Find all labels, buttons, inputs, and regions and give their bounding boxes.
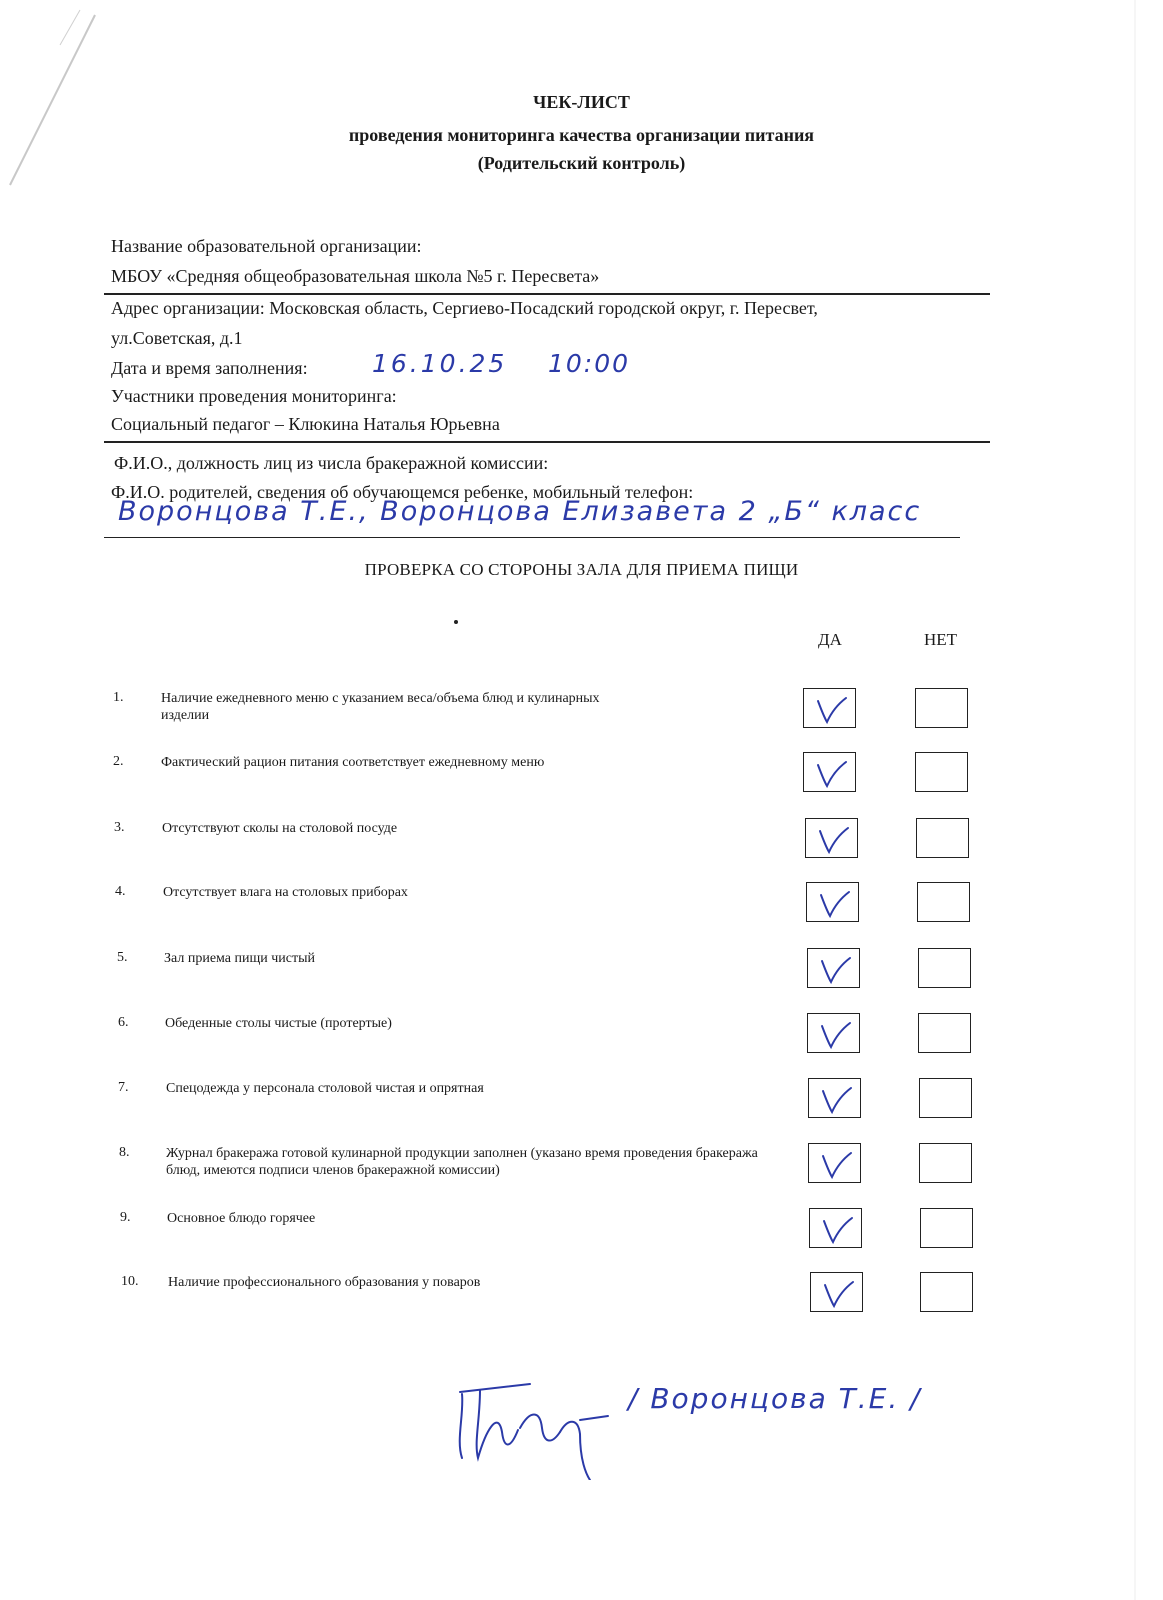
check-mark-icon (816, 825, 850, 855)
checkbox-no[interactable] (915, 752, 968, 792)
item-number: 6. (118, 1015, 129, 1030)
item-text: Основное блюдо горячее (167, 1211, 316, 1226)
handwritten-time: 10:00 (548, 349, 631, 378)
check-mark-icon (814, 695, 848, 725)
document-title: ЧЕК-ЛИСТ (533, 92, 630, 112)
item-number: 1. (113, 690, 124, 705)
item-number: 5. (117, 950, 128, 965)
checkbox-no[interactable] (919, 1143, 972, 1183)
document-subtitle-control: (Родительский контроль) (477, 153, 686, 173)
item-text: Зал приема пищи чистый (164, 951, 316, 966)
parents-label: Ф.И.О. родителей, сведения об обучающемся ребенке, мобильный телефон: (111, 482, 694, 502)
item-number: 3. (114, 820, 125, 835)
checkbox-no[interactable] (920, 1208, 973, 1248)
org-name-label: Название образовательной организации: (111, 236, 422, 256)
check-mark-icon (819, 1085, 853, 1115)
document-subtitle: проведения мониторинга качества организации питания (348, 125, 815, 145)
checkbox-no[interactable] (918, 948, 971, 988)
column-no-header: НЕТ (924, 630, 958, 649)
checkbox-no[interactable] (916, 818, 969, 858)
check-mark-icon (818, 955, 852, 985)
item-number: 8. (119, 1145, 130, 1160)
check-mark-icon (817, 889, 851, 919)
checkbox-yes[interactable] (803, 688, 856, 728)
item-number: 4. (115, 884, 126, 899)
org-name-value: МБОУ «Средняя общеобразовательная школа №5 г. Пересвета» (111, 266, 600, 286)
item-number: 2. (113, 754, 124, 769)
checkbox-yes[interactable] (809, 1208, 862, 1248)
participants-value: Социальный педагог – Клюкина Наталья Юрьевна (111, 414, 500, 434)
item-text: Журнал бракеража готовой кулинарной продукции заполнен (указано время проведения бракеража блюд, имеются подписи членов бракеражной комиссии) (166, 1146, 758, 1178)
section-title: ПРОВЕРКА СО СТОРОНЫ ЗАЛА ДЛЯ ПРИЕМА ПИЩИ (364, 560, 799, 579)
checkbox-yes[interactable] (810, 1272, 863, 1312)
checkbox-yes[interactable] (807, 948, 860, 988)
stray-dot (454, 620, 458, 624)
participants-label: Участники проведения мониторинга: (111, 386, 397, 406)
item-text: Наличие ежедневного меню с указанием веса/объема блюд и кулинарных изделии (161, 691, 600, 723)
item-number: 7. (118, 1080, 129, 1095)
item-text: Обеденные столы чистые (протертые) (165, 1016, 392, 1031)
parents-underline (104, 537, 960, 538)
handwritten-parents-info: Воронцова Т.Е., Воронцова Елизавета 2 „Б“ класс (118, 496, 922, 527)
handwritten-date: 16.10.25 (372, 349, 508, 378)
item-text: Отсутствует влага на столовых приборах (163, 885, 408, 900)
datetime-label: Дата и время заполнения: (111, 358, 308, 378)
checkbox-no[interactable] (915, 688, 968, 728)
org-address-line2: ул.Советская, д.1 (111, 328, 243, 348)
checkbox-no[interactable] (918, 1013, 971, 1053)
check-mark-icon (820, 1215, 854, 1245)
checkbox-yes[interactable] (803, 752, 856, 792)
check-mark-icon (821, 1279, 855, 1309)
check-mark-icon (819, 1150, 853, 1180)
divider (104, 441, 990, 443)
org-address-line1: Адрес организации: Московская область, Сергиево-Посадский городской округ, г. Пересвет, (111, 298, 818, 318)
checkbox-no[interactable] (919, 1078, 972, 1118)
checkbox-no[interactable] (917, 882, 970, 922)
item-text: Отсутствуют сколы на столовой посуде (162, 821, 398, 836)
commission-label: Ф.И.О., должность лиц из числа бракеражной комиссии: (114, 453, 549, 473)
checkbox-no[interactable] (920, 1272, 973, 1312)
signature-name: / Воронцова Т.Е. / (628, 1382, 922, 1415)
item-number: 10. (121, 1274, 139, 1289)
checkbox-yes[interactable] (806, 882, 859, 922)
checkbox-yes[interactable] (807, 1013, 860, 1053)
check-mark-icon (814, 759, 848, 789)
check-mark-icon (818, 1020, 852, 1050)
item-number: 9. (120, 1210, 131, 1225)
item-text: Наличие профессионального образования у поваров (168, 1275, 481, 1290)
checkbox-yes[interactable] (805, 818, 858, 858)
item-text: Фактический рацион питания соответствует ежедневному меню (161, 755, 545, 770)
divider (104, 293, 990, 295)
checkbox-yes[interactable] (808, 1143, 861, 1183)
checkbox-yes[interactable] (808, 1078, 861, 1118)
column-yes-header: ДА (818, 630, 842, 649)
item-text: Спецодежда у персонала столовой чистая и опрятная (166, 1081, 484, 1096)
